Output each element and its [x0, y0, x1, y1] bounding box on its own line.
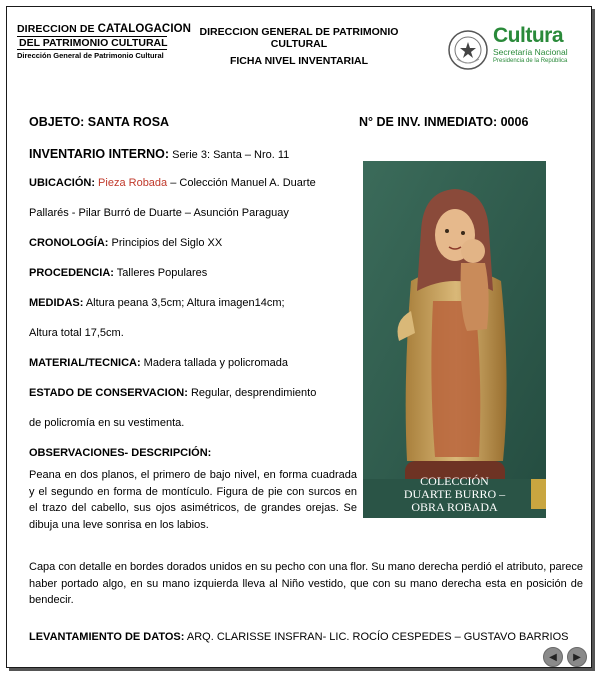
- chronology-row: [29, 237, 222, 249]
- data-survey-value: ARQ. CLARISSE INSFRAN- LIC. ROCÍO CESPEDES – GUSTAVO BARRIOS: [184, 631, 569, 643]
- chronology-value: Principios del Siglo XX: [108, 237, 223, 249]
- caption-line1: COLECCIÓN: [420, 474, 489, 488]
- cultura-logo: [493, 25, 583, 65]
- measures-label: MEDIDAS:: [29, 297, 84, 309]
- material-row: [29, 357, 288, 369]
- republic-seal-icon: [447, 29, 489, 71]
- chronology-label: CRONOLOGÍA:: [29, 237, 109, 249]
- data-survey-label: LEVANTAMIENTO DE DATOS:: [29, 631, 185, 643]
- condition-row-cont: de policromía en su vestimenta.: [29, 417, 185, 429]
- prev-page-button[interactable]: [543, 647, 563, 667]
- photo-caption: [363, 475, 546, 514]
- data-survey-row: [29, 631, 569, 643]
- location-row: [29, 177, 316, 189]
- material-value: Madera tallada y policromada: [140, 357, 288, 369]
- cultura-logo-sub1: Secretaría Nacional: [493, 47, 568, 57]
- location-row-cont: Pallarés - Pilar Burró de Duarte – Asunción Paraguay: [29, 207, 289, 219]
- stolen-badge: Pieza Robada: [95, 177, 168, 189]
- inventory-number: N° DE INV. INMEDIATO: 0006: [359, 115, 529, 129]
- condition-label: ESTADO DE CONSERVACION:: [29, 387, 188, 399]
- measures-value: Altura peana 3,5cm; Altura imagen14cm;: [83, 297, 285, 309]
- origin-row: [29, 267, 207, 279]
- observations-paragraph-1: Peana en dos planos, el primero de bajo nivel, en forma cuadrada y el segundo en forma de montículo. Figura de pie con surcos en el trazo del cabello, sus ojos asimétricos, de grandes orejas. Se dibuja una leve sonrisa en los labios.: [29, 469, 357, 531]
- header-line1-strong: CATALOGACION: [97, 23, 192, 35]
- header-line1: [17, 23, 192, 35]
- arrow-left-icon: ◀: [549, 651, 557, 663]
- arrow-right-icon: ▶: [573, 651, 581, 663]
- origin-label: PROCEDENCIA:: [29, 267, 114, 279]
- statue-photo: [363, 161, 546, 518]
- next-page-button[interactable]: [567, 647, 587, 667]
- header-subtitle: FICHA NIVEL INVENTARIAL: [229, 55, 369, 67]
- statue-figure: [363, 161, 546, 518]
- measures-row: [29, 297, 285, 309]
- header-line3: Dirección General de Patrimonio Cultural: [17, 51, 164, 60]
- condition-value: Regular, desprendimiento: [187, 387, 317, 399]
- observations-paragraph-2: Capa con detalle en bordes dorados unidos en su pecho con una flor. Su mano derecha perdió el atributo, parece haber portado algo, en su mano izquierda lleva al Niño vestido, que con su mano derecha esta en posición de bendecir.: [29, 561, 583, 606]
- material-label: MATERIAL/TECNICA:: [29, 357, 141, 369]
- caption-line2: DUARTE BURRO –: [403, 487, 506, 501]
- internal-inventory-label: INVENTARIO INTERNO:: [29, 147, 170, 161]
- header-line1-prefix: DIRECCION DE: [17, 23, 95, 35]
- condition-row: [29, 387, 316, 399]
- object-title: OBJETO: SANTA ROSA: [29, 115, 170, 129]
- location-value: – Colección Manuel A. Duarte: [167, 177, 316, 189]
- header-line2: DEL PATRIMONIO CULTURAL: [19, 37, 168, 49]
- measures-row-cont: Altura total 17,5cm.: [29, 327, 124, 339]
- cultura-logo-word: Cultura: [493, 24, 563, 47]
- inventory-sheet: [6, 6, 592, 668]
- observations-label: OBSERVACIONES- DESCRIPCIÓN:: [29, 447, 212, 459]
- header-title: DIRECCION GENERAL DE PATRIMONIO CULTURAL: [199, 26, 399, 50]
- cultura-logo-sub2: Presidencia de la República: [493, 58, 568, 64]
- location-label: UBICACIÓN:: [29, 177, 95, 189]
- observations-heading: [29, 447, 211, 459]
- origin-value: Talleres Populares: [113, 267, 208, 279]
- caption-line3: OBRA ROBADA: [411, 500, 498, 514]
- internal-inventory-row: [29, 147, 289, 161]
- internal-inventory-value: Serie 3: Santa – Nro. 11: [169, 149, 290, 161]
- header-department-block: [17, 23, 192, 60]
